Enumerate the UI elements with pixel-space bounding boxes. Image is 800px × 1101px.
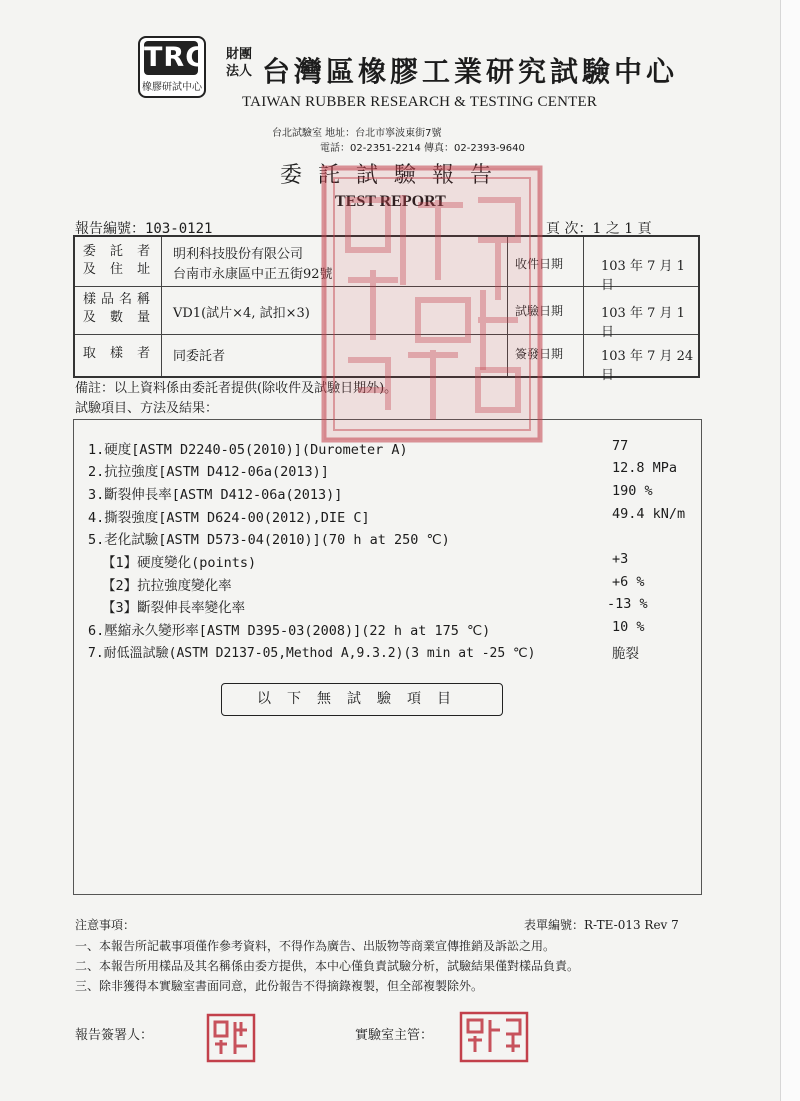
result-value: +3 — [612, 551, 629, 567]
trc-logo — [138, 36, 206, 98]
remark: 備註：以上資料係由委託者提供(除收件及試驗日期外)。 — [75, 381, 398, 396]
logo-text: TRC — [144, 42, 207, 73]
result-value: -13 % — [607, 596, 648, 612]
center-title-en: TAIWAN RUBBER RESEARCH & TESTING CENTER — [242, 94, 598, 110]
sampler-label: 取 樣 者 — [82, 346, 156, 361]
items-heading: 試驗項目、方法及結果： — [75, 401, 219, 416]
test-date: 103 年 7 月 1 日 — [601, 306, 685, 340]
supervisor-label: 實驗室主管： — [355, 1028, 434, 1043]
result-value: +6 % — [612, 574, 645, 590]
result-item: 7.耐低溫試驗(ASTM D2137-05,Method A,9.3.2)(3 min at -25 ℃) — [88, 646, 536, 661]
result-item: 6.壓縮永久變形率[ASTM D395-03(2008)](22 h at 175 ℃) — [88, 623, 491, 639]
supervisor-seal-stamp — [458, 1010, 530, 1064]
note-item: 三、除非獲得本實驗室書面同意，此份報告不得摘錄複製，但全部複製除外。 — [75, 979, 484, 993]
report-title-en: TEST REPORT — [335, 193, 446, 210]
lab-phone: 電話：02-2351-2214 傳真：02-2393-9640 — [320, 143, 525, 154]
sample-label: 樣品名稱 及 數 量 — [82, 292, 156, 325]
col-divider — [583, 237, 584, 376]
result-value: 脆裂 — [612, 646, 639, 662]
signer-label: 報告簽署人： — [75, 1028, 154, 1043]
issue-date: 103 年 7 月 24 日 — [601, 349, 694, 383]
foundation-label: 財團法人 — [225, 47, 252, 79]
result-item: 【3】斷裂伸長率變化率 — [102, 600, 246, 616]
report-number: 報告編號：103-0121 — [75, 221, 213, 237]
client-address: 台南市永康區中正五街92號 — [173, 267, 333, 282]
center-title-cn: 台灣區橡膠工業研究試驗中心 — [262, 55, 679, 88]
note-item: 二、本報告所用樣品及其名稱係由委方提供，本中心僅負責試驗分析，試驗結果僅對樣品負責。 — [75, 959, 580, 973]
result-item: 【1】硬度變化(points) — [102, 555, 257, 571]
sampler-value: 同委託者 — [173, 349, 226, 364]
result-item: 3.斷裂伸長率[ASTM D412-06a(2013)] — [88, 487, 343, 503]
result-item: 【2】抗拉強度變化率 — [102, 578, 232, 594]
result-item: 5.老化試驗[ASTM D573-04(2010)](70 h at 250 ℃) — [88, 532, 450, 548]
result-value: 77 — [612, 438, 629, 454]
result-value: 190 % — [612, 483, 653, 499]
issue-label: 簽發日期 — [515, 347, 564, 361]
sample-value: VD1(試片×4, 試扣×3) — [173, 306, 310, 321]
result-value: 12.8 MPa — [612, 460, 678, 476]
result-value: 10 % — [612, 619, 645, 635]
col-divider — [161, 237, 162, 376]
note-item: 一、本報告所記載事項僅作參考資料，不得作為廣告、出版物等商業宣傳推銷及訴訟之用。 — [75, 939, 556, 953]
result-item: 1.硬度[ASTM D2240-05(2010)](Durometer A) — [88, 442, 408, 458]
notes-heading: 注意事項： — [75, 918, 136, 932]
client-name: 明利科技股份有限公司 — [173, 247, 304, 262]
received-date: 103 年 7 月 1 日 — [601, 259, 685, 293]
scan-edge — [780, 0, 800, 1101]
result-item: 2.抗拉強度[ASTM D412-06a(2013)] — [88, 464, 329, 480]
page-count: 頁 次：1 之 1 頁 — [546, 221, 652, 237]
signer-seal-stamp — [205, 1012, 257, 1064]
result-item: 4.撕裂強度[ASTM D624-00(2012),DIE C] — [88, 510, 370, 526]
logo-subtext: 橡膠研試中心 — [142, 82, 202, 93]
test-label: 試驗日期 — [515, 304, 564, 318]
report-title-cn: 委託試驗報告 — [280, 163, 509, 188]
form-number: 表單編號：R-TE-013 Rev 7 — [524, 918, 679, 932]
lab-address: 台北試驗室 地址：台北市寧波東街7號 — [272, 128, 442, 139]
received-label: 收件日期 — [515, 257, 564, 271]
official-seal-stamp — [318, 160, 548, 450]
client-label: 委 託 者 及 住 址 — [82, 244, 156, 277]
result-value: 49.4 kN/m — [612, 506, 686, 522]
no-more-items-box: 以下無試驗項目 — [221, 683, 503, 716]
